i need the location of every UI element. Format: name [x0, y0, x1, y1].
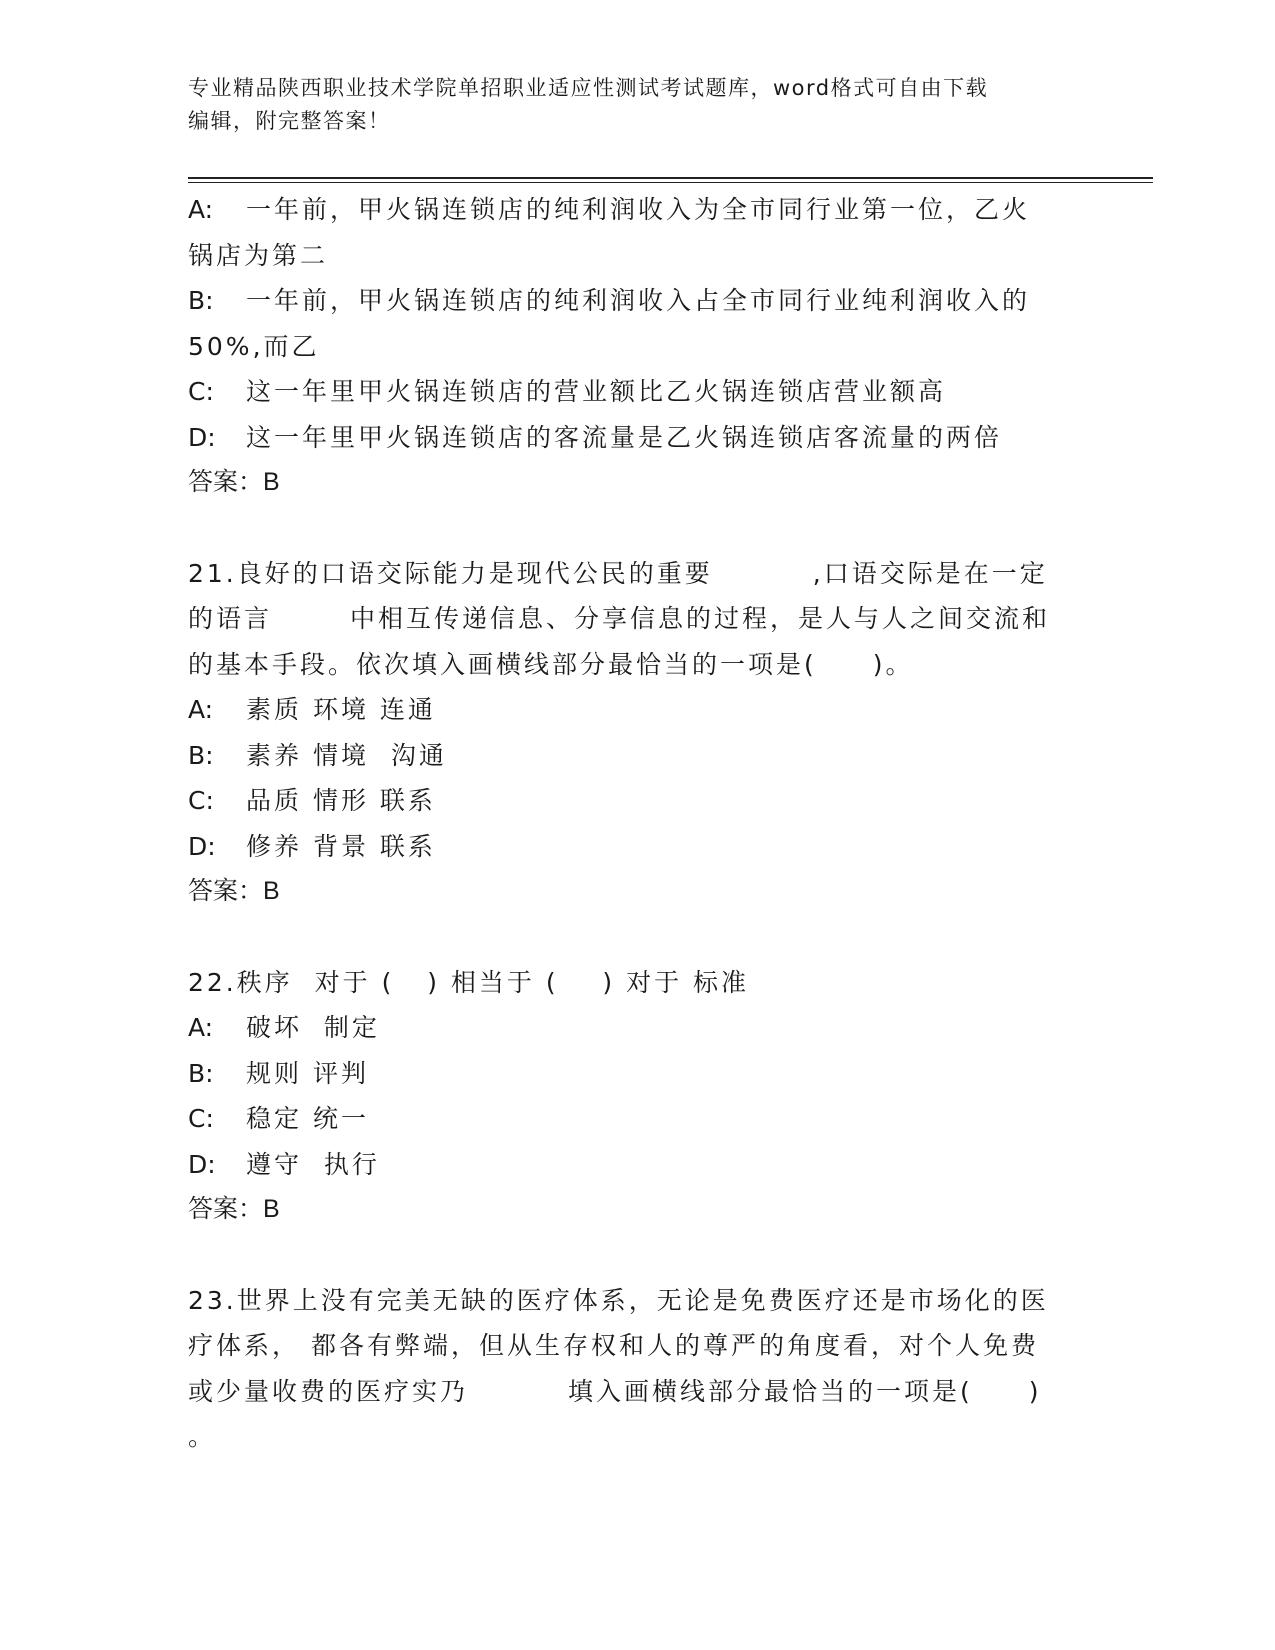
option-b	[188, 278, 1078, 324]
option-text: 规则 评判	[246, 1058, 369, 1088]
question-20	[188, 187, 1078, 506]
header-divider-thick	[188, 177, 1153, 179]
option-letter: A:	[188, 695, 214, 724]
option-text: 素质 环境 连通	[246, 695, 436, 724]
option-a	[188, 1005, 1078, 1051]
question-stem-line-3	[188, 1369, 1078, 1415]
option-a-continued: 锅店为第二	[188, 240, 329, 270]
question-stem-line-3: 的基本手段。依次填入画横线部分最恰当的一项是( )。	[188, 649, 914, 679]
option-d	[188, 1142, 1078, 1188]
option-text: 一年前，甲火锅连锁店的纯利润收入占全市同行业纯利润收入的	[246, 286, 1031, 315]
stem-text: 中相互传递信息、分享信息的过程，是人与人之间交流和	[350, 604, 1051, 633]
stem-text: ,口语交际是在一定	[812, 558, 1048, 588]
spacer	[188, 506, 1078, 551]
option-letter: D:	[188, 831, 216, 861]
question-stem-line-1	[188, 551, 1078, 597]
question-stem-line-2: 疗体系， 都各有弊端，但从生存权和人的尊严的角度看，对个人免费	[188, 1331, 1039, 1360]
header-line-2: 编辑，附完整答案！	[188, 109, 391, 133]
answer: 答案：B	[188, 468, 280, 496]
answer: 答案：B	[188, 877, 280, 905]
document-header	[188, 72, 1068, 138]
question-stem: 22.秩序 对于 ( ) 相当于 ( ) 对于 标准	[188, 967, 750, 997]
option-b	[188, 733, 1078, 779]
option-text: 这一年里甲火锅连锁店的客流量是乙火锅连锁店客流量的两倍	[246, 422, 1003, 452]
stem-text: 的语言	[188, 604, 273, 633]
option-letter: C:	[188, 1104, 214, 1133]
option-b-continued: 50%,而乙	[188, 331, 320, 361]
option-text: 一年前，甲火锅连锁店的纯利润收入为全市同行业第一位，乙火	[246, 195, 1031, 224]
option-text: 破坏 制定	[246, 1013, 380, 1042]
document-body	[188, 187, 1078, 1460]
spacer	[188, 1233, 1078, 1278]
option-d	[188, 415, 1078, 461]
option-text: 遵守 执行	[246, 1149, 380, 1179]
option-text: 稳定 统一	[246, 1104, 369, 1133]
option-letter: C:	[188, 786, 214, 815]
question-23	[188, 1278, 1078, 1460]
stem-text: 21.良好的口语交际能力是现代公民的重要	[188, 558, 713, 588]
option-c	[188, 369, 1078, 415]
answer: 答案：B	[188, 1195, 280, 1223]
option-c	[188, 1096, 1078, 1142]
option-letter: B:	[188, 286, 214, 315]
option-letter: D:	[188, 1149, 216, 1179]
option-text: 素养 情境 沟通	[246, 740, 447, 770]
header-line-1: 专业精品陕西职业技术学院单招职业适应性测试考试题库，word格式可自由下载	[188, 76, 989, 100]
stem-text: 填入画横线部分最恰当的一项是( )	[568, 1376, 1042, 1406]
option-letter: D:	[188, 422, 216, 452]
question-stem-line-1: 23.世界上没有完美无缺的医疗体系，无论是免费医疗还是市场化的医	[188, 1285, 1049, 1315]
option-letter: A:	[188, 195, 214, 224]
option-b	[188, 1051, 1078, 1097]
spacer	[188, 915, 1078, 960]
header-divider-thin	[188, 182, 1153, 183]
question-22	[188, 960, 1078, 1233]
question-stem-line-2	[188, 596, 1078, 642]
option-letter: A:	[188, 1013, 214, 1042]
option-text: 这一年里甲火锅连锁店的营业额比乙火锅连锁店营业额高	[246, 377, 947, 406]
option-a	[188, 687, 1078, 733]
question-stem-line-4: 。	[188, 1422, 217, 1451]
option-d	[188, 824, 1078, 870]
option-letter: B:	[188, 740, 214, 770]
stem-text: 或少量收费的医疗实乃	[188, 1376, 469, 1406]
question-21	[188, 551, 1078, 915]
option-text: 品质 情形 联系	[246, 786, 436, 815]
option-a	[188, 187, 1078, 233]
option-letter: B:	[188, 1058, 214, 1088]
option-text: 修养 背景 联系	[246, 831, 436, 861]
option-c	[188, 778, 1078, 824]
option-letter: C:	[188, 377, 214, 406]
